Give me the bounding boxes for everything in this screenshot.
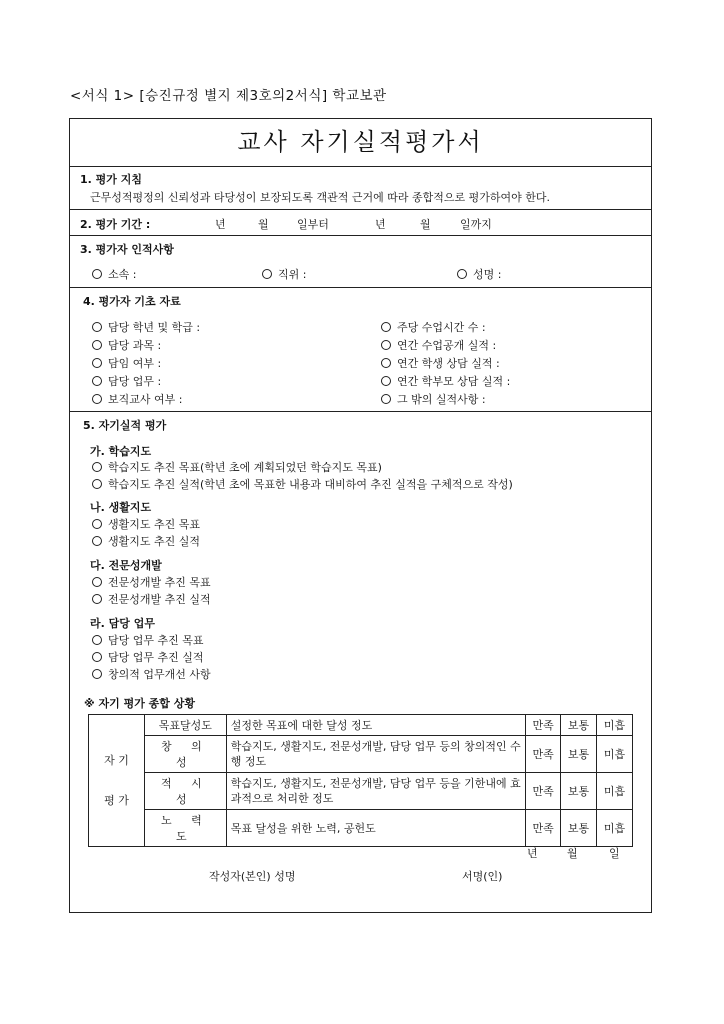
date-month: 월 bbox=[567, 847, 578, 860]
period-year-2: 년 bbox=[375, 218, 386, 231]
basic-left-item: 담당 학년 및 학급 : bbox=[92, 319, 200, 335]
section2-heading: 2. 평가 기간 : bbox=[80, 218, 151, 231]
circle-bullet-icon bbox=[381, 394, 391, 404]
circle-bullet-icon bbox=[92, 376, 102, 386]
circle-bullet-icon bbox=[92, 322, 102, 332]
grade-average[interactable]: 보통 bbox=[561, 715, 597, 736]
writer-name-label: 작성자(본인) 성명 bbox=[209, 870, 296, 883]
duty-item: 담당 업무 추진 목표 bbox=[92, 632, 204, 648]
date-day: 일 bbox=[609, 847, 620, 860]
life-item: 생활지도 추진 목표 bbox=[92, 516, 200, 532]
basic-left-item: 보직교사 여부 : bbox=[92, 391, 182, 407]
circle-bullet-icon bbox=[92, 519, 102, 529]
grade-average[interactable]: 보통 bbox=[561, 773, 597, 810]
section1-text: 근무성적평정의 신뢰성과 타당성이 보장되도록 객관적 근거에 따라 종합적으로 평가하여야 한다. bbox=[90, 191, 551, 204]
affiliation-field: 소속 : bbox=[92, 266, 136, 282]
circle-bullet-icon bbox=[92, 536, 102, 546]
criterion-desc: 학습지도, 생활지도, 전문성개발, 담당 업무 등의 창의적인 수행 정도 bbox=[226, 736, 525, 773]
professional-item: 전문성개발 추진 목표 bbox=[92, 574, 211, 590]
duty-item: 담당 업무 추진 실적 bbox=[92, 649, 204, 665]
divider bbox=[70, 235, 651, 236]
divider bbox=[70, 287, 651, 288]
circle-bullet-icon bbox=[92, 577, 102, 587]
period-year-1: 년 bbox=[215, 218, 226, 231]
period-from: 일부터 bbox=[297, 218, 329, 231]
grade-satisfied[interactable]: 만족 bbox=[526, 810, 561, 847]
circle-bullet-icon bbox=[92, 652, 102, 662]
form-header: <서식 1> [승진규정 별지 제3호의2서식] 학교보관 bbox=[70, 88, 387, 104]
circle-bullet-icon bbox=[92, 394, 102, 404]
life-item: 생활지도 추진 실적 bbox=[92, 533, 200, 549]
circle-bullet-icon bbox=[92, 358, 102, 368]
subsection-life: 나. 생활지도 bbox=[90, 501, 152, 514]
table-row bbox=[89, 736, 633, 773]
grade-satisfied[interactable]: 만족 bbox=[526, 773, 561, 810]
basic-left-item: 담당 업무 : bbox=[92, 373, 161, 389]
circle-bullet-icon bbox=[262, 269, 272, 279]
criterion-desc: 목표 달성을 위한 노력, 공헌도 bbox=[226, 810, 525, 847]
basic-right-item: 주당 수업시간 수 : bbox=[381, 319, 486, 335]
basic-right-item: 연간 수업공개 실적 : bbox=[381, 337, 496, 353]
circle-bullet-icon bbox=[457, 269, 467, 279]
circle-bullet-icon bbox=[381, 358, 391, 368]
section3-heading: 3. 평가자 인적사항 bbox=[80, 243, 174, 256]
date-year: 년 bbox=[527, 847, 538, 860]
self-eval-side-label: 자 기 평 가 bbox=[89, 715, 145, 847]
grade-insufficient[interactable]: 미흡 bbox=[597, 810, 633, 847]
divider bbox=[70, 209, 651, 210]
form-title: 교사 자기실적평가서 bbox=[237, 128, 484, 156]
table-row bbox=[89, 773, 633, 810]
learning-item: 학습지도 추진 실적(학년 초에 목표한 내용과 대비하여 추진 실적을 구체적으로 작성) bbox=[92, 476, 513, 492]
evaluation-form bbox=[69, 118, 652, 913]
subsection-duty: 라. 담당 업무 bbox=[90, 617, 155, 630]
basic-right-item: 그 밖의 실적사항 : bbox=[381, 391, 486, 407]
grade-average[interactable]: 보통 bbox=[561, 810, 597, 847]
criterion-name: 적 시 성 bbox=[144, 773, 226, 810]
period-month-1: 월 bbox=[258, 218, 269, 231]
learning-item: 학습지도 추진 목표(학년 초에 계획되었던 학습지도 목표) bbox=[92, 459, 382, 475]
duty-item: 창의적 업무개선 사항 bbox=[92, 666, 211, 682]
criterion-name: 목표달성도 bbox=[144, 715, 226, 736]
section4-heading: 4. 평가자 기초 자료 bbox=[83, 295, 181, 308]
circle-bullet-icon bbox=[381, 376, 391, 386]
signature-label: 서명(인) bbox=[462, 870, 503, 883]
grade-satisfied[interactable]: 만족 bbox=[526, 736, 561, 773]
criterion-name: 노 력 도 bbox=[144, 810, 226, 847]
grade-insufficient[interactable]: 미흡 bbox=[597, 773, 633, 810]
grade-insufficient[interactable]: 미흡 bbox=[597, 715, 633, 736]
position-field: 직위 : bbox=[262, 266, 306, 282]
circle-bullet-icon bbox=[92, 462, 102, 472]
criterion-desc: 학습지도, 생활지도, 전문성개발, 담당 업무 등을 기한내에 효과적으로 처리한 정도 bbox=[226, 773, 525, 810]
circle-bullet-icon bbox=[92, 669, 102, 679]
section1-heading: 1. 평가 지침 bbox=[80, 173, 142, 186]
basic-left-item: 담임 여부 : bbox=[92, 355, 161, 371]
circle-bullet-icon bbox=[92, 594, 102, 604]
basic-right-item: 연간 학생 상담 실적 : bbox=[381, 355, 500, 371]
section5-heading: 5. 자기실적 평가 bbox=[83, 419, 167, 432]
subsection-professional: 다. 전문성개발 bbox=[90, 559, 162, 572]
divider bbox=[70, 166, 651, 167]
summary-heading: ※ 자기 평가 종합 상황 bbox=[84, 697, 196, 710]
circle-bullet-icon bbox=[92, 340, 102, 350]
criterion-desc: 설정한 목표에 대한 달성 정도 bbox=[226, 715, 525, 736]
circle-bullet-icon bbox=[92, 479, 102, 489]
name-field: 성명 : bbox=[457, 266, 501, 282]
circle-bullet-icon bbox=[381, 340, 391, 350]
grade-average[interactable]: 보통 bbox=[561, 736, 597, 773]
professional-item: 전문성개발 추진 실적 bbox=[92, 591, 211, 607]
subsection-learning: 가. 학습지도 bbox=[90, 445, 152, 458]
criterion-name: 창 의 성 bbox=[144, 736, 226, 773]
self-evaluation-table bbox=[88, 714, 633, 847]
table-row bbox=[89, 715, 633, 736]
circle-bullet-icon bbox=[381, 322, 391, 332]
circle-bullet-icon bbox=[92, 269, 102, 279]
period-to: 일까지 bbox=[460, 218, 492, 231]
period-month-2: 월 bbox=[420, 218, 431, 231]
table-row bbox=[89, 810, 633, 847]
divider bbox=[70, 411, 651, 412]
basic-left-item: 담당 과목 : bbox=[92, 337, 161, 353]
grade-insufficient[interactable]: 미흡 bbox=[597, 736, 633, 773]
circle-bullet-icon bbox=[92, 635, 102, 645]
grade-satisfied[interactable]: 만족 bbox=[526, 715, 561, 736]
basic-right-item: 연간 학부모 상담 실적 : bbox=[381, 373, 510, 389]
